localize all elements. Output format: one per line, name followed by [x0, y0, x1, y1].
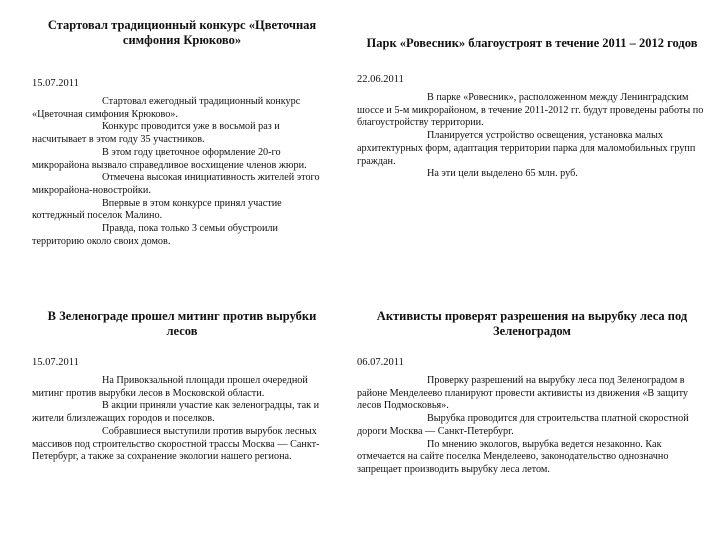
- article-paragraph: Вырубка проводится для строительства платной скоростной дороги Москва — Санкт-Петербург.: [357, 413, 689, 437]
- article-logging-permits: [357, 307, 707, 477]
- article-body: [357, 92, 707, 181]
- article-body: [32, 96, 332, 248]
- article-forest-rally: [32, 307, 332, 464]
- article-date: 15.07.2011: [32, 357, 79, 368]
- article-paragraph: В парке «Ровесник», расположенном между Ленинградским шоссе и 5-м микрорайоном, в течение 2011-2012 гг. будут проведены работы по благоустройству территории.: [357, 92, 704, 129]
- article-title: Активисты проверят разрешения на вырубку леса под Зеленоградом: [376, 309, 688, 338]
- article-paragraph: В акции приняли участие как зеленоградцы, так и жители близлежащих городов и поселков.: [32, 400, 320, 425]
- article-paragraph: На Привокзальной площади прошел очередной митинг против вырубки лесов в Московской области.: [32, 375, 308, 399]
- article-paragraph: Проверку разрешений на вырубку леса под Зеленоградом в районе Менделеево планируют провести активисты из движения «В защиту лесов Подмосковья».: [357, 375, 689, 412]
- article-paragraph: В этом году цветочное оформление 20-го микрорайона вызвало справедливое восхищение членов жюри.: [32, 146, 307, 171]
- article-body: [32, 375, 332, 464]
- article-paragraph: На эти цели выделено 65 млн. руб.: [427, 168, 578, 180]
- article-paragraph: Впервые в этом конкурсе принял участие коттеджный поселок Малино.: [32, 197, 282, 222]
- article-body: [357, 375, 707, 477]
- article-paragraph: Правда, пока только 3 семьи обустроили территорию около своих домов.: [32, 223, 278, 247]
- article-park-rovesnik: [357, 14, 707, 181]
- article-flower-contest: [32, 14, 332, 248]
- article-date: 15.07.2011: [32, 78, 79, 89]
- article-paragraph: Собравшиеся выступили против вырубок лесных массивов под строительство скоростной трассы Москва — Санкт-Петербург, а также за сохранение экологии нашего региона.: [32, 425, 320, 463]
- article-paragraph: Планируется устройство освещения, установка малых архитектурных форм, адаптация территории парка для маломобильных групп граждан.: [357, 130, 696, 167]
- article-paragraph: По мнению экологов, вырубка ведется незаконно. Как отмечается на сайте поселка Менделеево, законодательство однозначно запрещает производить вырубку леса летом.: [357, 438, 669, 475]
- article-date: 22.06.2011: [357, 74, 404, 85]
- article-date: 06.07.2011: [357, 357, 404, 368]
- article-title: Парк «Ровесник» благоустроят в течение 2011 – 2012 годов: [366, 36, 698, 50]
- article-paragraph: Конкурс проводится уже в восьмой раз и насчитывает в этом году 35 участников.: [32, 121, 280, 146]
- article-paragraph: Стартовал ежегодный традиционный конкурс «Цветочная симфония Крюково».: [32, 96, 301, 120]
- article-title: В Зеленограде прошел митинг против вырубки лесов: [47, 309, 317, 338]
- article-paragraph: Отмечена высокая инициативность жителей этого микрорайона-новостройки.: [32, 172, 320, 196]
- article-title: Стартовал традиционный конкурс «Цветочная симфония Крюково»: [47, 18, 317, 47]
